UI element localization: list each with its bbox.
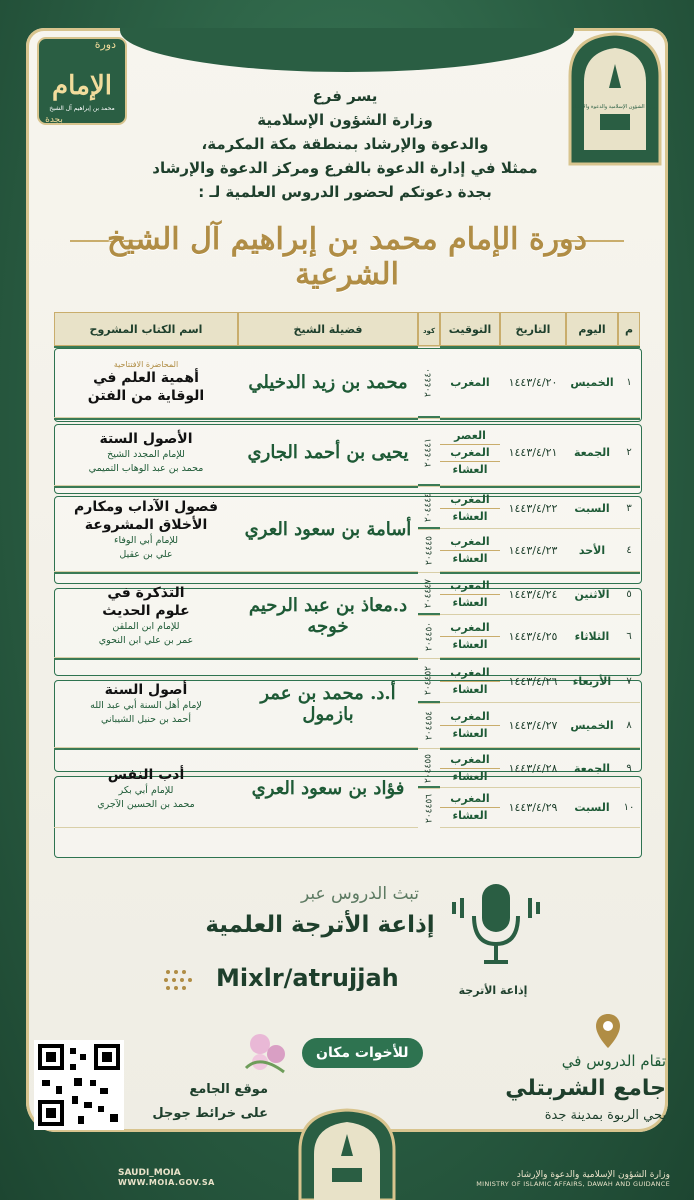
flower-icon [240, 1024, 296, 1078]
code-value: ٢٠٤٤٤٧ [423, 579, 434, 609]
row-num: ٤ [618, 529, 640, 572]
code-value: ٢٠٤٤٥٢ [423, 666, 434, 696]
book-title-2: علوم الحديث [102, 602, 190, 619]
table-row [54, 486, 640, 529]
book-cell [54, 748, 238, 828]
sheikh-name: محمد بن زيد الدخيلي [238, 346, 418, 418]
row-num: ٣ [618, 486, 640, 529]
row-date: ١٤٤٣/٤/٢٧ [500, 703, 566, 748]
time-slot: العشاء [452, 509, 488, 523]
table-row [54, 418, 640, 486]
book-title: الأصول الستة [99, 430, 193, 447]
code-value: ٢٠٤٤٤١ [423, 437, 434, 467]
book-icon [600, 114, 630, 130]
code-value: ٢٠٤٤٥٦ [424, 793, 435, 823]
col-sheikh: فضيلة الشيخ [238, 312, 418, 346]
schedule-table [54, 312, 640, 828]
row-date: ١٤٤٣/٤/٢٣ [500, 529, 566, 572]
row-day: الثلاثاء [566, 615, 618, 658]
row-code [418, 788, 440, 828]
book-title: أدب النفس [107, 766, 185, 783]
book-author: للإمام ابن الملقن [112, 620, 180, 632]
book-author: للإمام أبي بكر [118, 784, 174, 796]
row-num: ١٠ [618, 788, 640, 828]
ministry-logo-text: وزارة الشؤون الإسلامية والدعوة والإرشاد [572, 104, 658, 110]
intro-line: بجدة دعوتكم لحضور الدروس العلمية لـ : [198, 183, 492, 201]
book-author-2: محمد بن عبد الوهاب التميمي [88, 462, 204, 474]
row-code [418, 703, 440, 748]
row-date: ١٤٤٣/٤/٢٨ [500, 748, 566, 788]
qr-label-line: على خرائط جوجل [152, 1106, 268, 1121]
book-author: للإمام المجدد الشيخ [107, 448, 185, 460]
location-name: جامع الشربتلي [505, 1076, 666, 1101]
location-intro: تقام الدروس في [561, 1052, 666, 1070]
logo-left-small: محمد بن إبراهيم آل الشيخ [49, 105, 115, 112]
row-num: ٦ [618, 615, 640, 658]
row-date: ١٤٤٣/٤/٢٩ [500, 788, 566, 828]
book-title: التذكرة في [107, 584, 185, 601]
table-row [54, 346, 640, 418]
row-num: ٩ [618, 748, 640, 788]
row-times [440, 529, 500, 572]
book-cell [54, 418, 238, 486]
book-title: فصول الآداب ومكارم [74, 498, 218, 515]
book-author-2: علي بن عقيل [119, 548, 173, 560]
time-slot: العشاء [452, 809, 488, 822]
time-slot: المغرب [450, 375, 490, 389]
broadcast-tagline: تبث الدروس عبر [300, 884, 419, 904]
qr-label [128, 1078, 268, 1126]
course-title: دورة الإمام محمد بن إبراهيم آل الشيخ الشرعية [106, 222, 588, 292]
sheikh-name: يحيى بن أحمد الجاري [238, 418, 418, 486]
row-code [418, 748, 440, 788]
row-date: ١٤٤٣/٤/٢٦ [500, 658, 566, 703]
book-note: المحاضرة الافتتاحية [113, 360, 179, 369]
website-link[interactable]: WWW.MOIA.GOV.SA [118, 1178, 215, 1187]
code-value: ٢٠٤٤٤٠ [423, 367, 434, 397]
time-slot: المغرب [440, 709, 500, 726]
broadcast-name: إذاعة الأترجة العلمية [205, 912, 435, 938]
time-slot: المغرب [440, 665, 500, 682]
row-times [440, 418, 500, 486]
book-cell [54, 572, 238, 658]
code-value: ٢٠٤٤٥٥ [423, 753, 434, 783]
row-num: ٢ [618, 418, 640, 486]
ministry-logo [562, 30, 668, 170]
book-author: لإمام أهل السنة أبي عبد الله [90, 699, 202, 711]
table-row [54, 572, 640, 615]
row-times [440, 788, 500, 828]
code-value: ٢٠٤٤٤٤ [423, 493, 434, 523]
row-num: ٧ [618, 658, 640, 703]
row-num: ٨ [618, 703, 640, 748]
time-slot: المغرب [440, 492, 500, 509]
row-times [440, 703, 500, 748]
row-code [418, 658, 440, 703]
code-value: ٢٠٤٤٤٥ [424, 536, 435, 566]
row-times [440, 486, 500, 529]
mixlr-link[interactable] [160, 964, 440, 996]
sheikh-name: أ.د. محمد بن عمر بازمول [238, 658, 418, 748]
row-date: ١٤٤٣/٤/٢٤ [500, 572, 566, 615]
row-day: الجمعة [566, 418, 618, 486]
row-code [418, 418, 440, 486]
book-author-2: عمر بن علي ابن النحوي [98, 634, 194, 646]
row-times [440, 658, 500, 703]
logo-left-top: دورة [94, 38, 116, 51]
row-day: الاثنين [566, 572, 618, 615]
intro-line: ممثلا في إدارة الدعوة بالفرع ومركز الدعوة والإرشاد [152, 159, 538, 177]
row-day: الخميس [566, 703, 618, 748]
footer-ministry-ar: وزارة الشؤون الإسلامية والدعوة والإرشاد [516, 1170, 670, 1180]
row-times [440, 615, 500, 658]
table-row [54, 748, 640, 788]
time-slot: العشاء [452, 726, 488, 740]
row-times [440, 572, 500, 615]
row-code [418, 486, 440, 529]
sheikh-name: أسامة بن سعود العري [238, 486, 418, 572]
row-day: الخميس [566, 346, 618, 418]
intro-line: يسر فرع [312, 87, 378, 105]
col-num: م [618, 312, 640, 346]
col-day: اليوم [566, 312, 618, 346]
row-code [418, 572, 440, 615]
time-slot: المغرب [440, 445, 500, 462]
qr-code[interactable] [34, 1040, 124, 1130]
book-author-2: محمد بن الحسين الآجري [97, 798, 195, 810]
book-title-2: الأخلاق المشروعة [84, 516, 208, 533]
row-date: ١٤٤٣/٤/٢٥ [500, 615, 566, 658]
book-author-2: أحمد بن حنبل الشيباني [101, 713, 191, 725]
location-area: بحي الربوة بمدينة جدة [544, 1108, 666, 1123]
time-slot: المغرب [440, 578, 500, 595]
ministry-footer-logo [290, 1104, 404, 1200]
row-day: الأربعاء [566, 658, 618, 703]
women-section [236, 1024, 466, 1080]
row-code [418, 529, 440, 572]
time-slot: العشاء [452, 770, 488, 783]
time-slot: العشاء [452, 637, 488, 651]
logo-left-main: الإمام [52, 71, 112, 101]
col-date: التاريخ [500, 312, 566, 346]
sheikh-name: فؤاد بن سعود العري [238, 748, 418, 828]
sheikh-name: د.معاذ بن عبد الرحيم خوجه [238, 572, 418, 658]
row-day: السبت [566, 486, 618, 529]
time-slot: العشاء [452, 595, 488, 609]
time-slot: المغرب [440, 791, 500, 808]
time-slot: العشاء [452, 551, 488, 565]
microphone-icon [446, 864, 546, 994]
time-slot: العشاء [452, 462, 488, 476]
table-row [54, 658, 640, 703]
time-slot: المغرب [440, 620, 500, 637]
row-day: الأحد [566, 529, 618, 572]
book-title: أصول السنة [104, 681, 188, 698]
logo-left-bottom: بجدة [45, 115, 63, 125]
mic-label: إذاعة الأترجة [458, 984, 528, 997]
table-header-row [54, 312, 640, 346]
book-title: أهمية العلم في [93, 370, 199, 386]
footer-ministry [410, 1170, 670, 1188]
row-date: ١٤٤٣/٤/٢٠ [500, 346, 566, 418]
social-handle[interactable]: SAUDI_MOIA [118, 1168, 181, 1178]
intro-line: وزارة الشؤون الإسلامية [257, 111, 433, 129]
code-value: ٢٠٤٤٥٤ [424, 711, 435, 741]
time-slot: العشاء [452, 682, 488, 696]
location-pin-icon [594, 1012, 622, 1050]
book-cell [54, 486, 238, 572]
time-slot: المغرب [440, 752, 500, 769]
row-date: ١٤٤٣/٤/٢١ [500, 418, 566, 486]
footer-social [118, 1168, 278, 1187]
book-cell [54, 658, 238, 748]
book-author: للإمام أبي الوفاء [113, 534, 178, 546]
book-cell [54, 346, 238, 418]
time-slot: العصر [440, 428, 500, 445]
time-slot: المغرب [440, 534, 500, 551]
qr-label-line: موقع الجامع [189, 1082, 268, 1097]
row-day: السبت [566, 788, 618, 828]
mixlr-icon [160, 966, 200, 996]
col-code: كود [418, 312, 440, 346]
broadcast-url: Mixlr/atrujjah [216, 964, 399, 992]
book-title-2: الوقاية من الفتن [87, 388, 205, 404]
invitation-text [150, 84, 540, 204]
row-code [418, 346, 440, 418]
women-label: للأخوات مكان [302, 1038, 423, 1068]
row-times [440, 346, 500, 418]
intro-line: والدعوة والإرشاد بمنطقة مكة المكرمة، [201, 135, 489, 153]
col-time: التوقيت [440, 312, 500, 346]
course-logo [24, 26, 140, 136]
row-times [440, 748, 500, 788]
row-day: الجمعة [566, 748, 618, 788]
row-num: ١ [618, 346, 640, 418]
row-date: ١٤٤٣/٤/٢٢ [500, 486, 566, 529]
row-code [418, 615, 440, 658]
row-num: ٥ [618, 572, 640, 615]
footer-ministry-en: MINISTRY OF ISLAMIC AFFAIRS, DAWAH AND GUIDANCE [476, 1180, 670, 1188]
code-value: ٢٠٤٤٥٠ [424, 622, 435, 652]
col-book: اسم الكتاب المشروح [54, 312, 238, 346]
